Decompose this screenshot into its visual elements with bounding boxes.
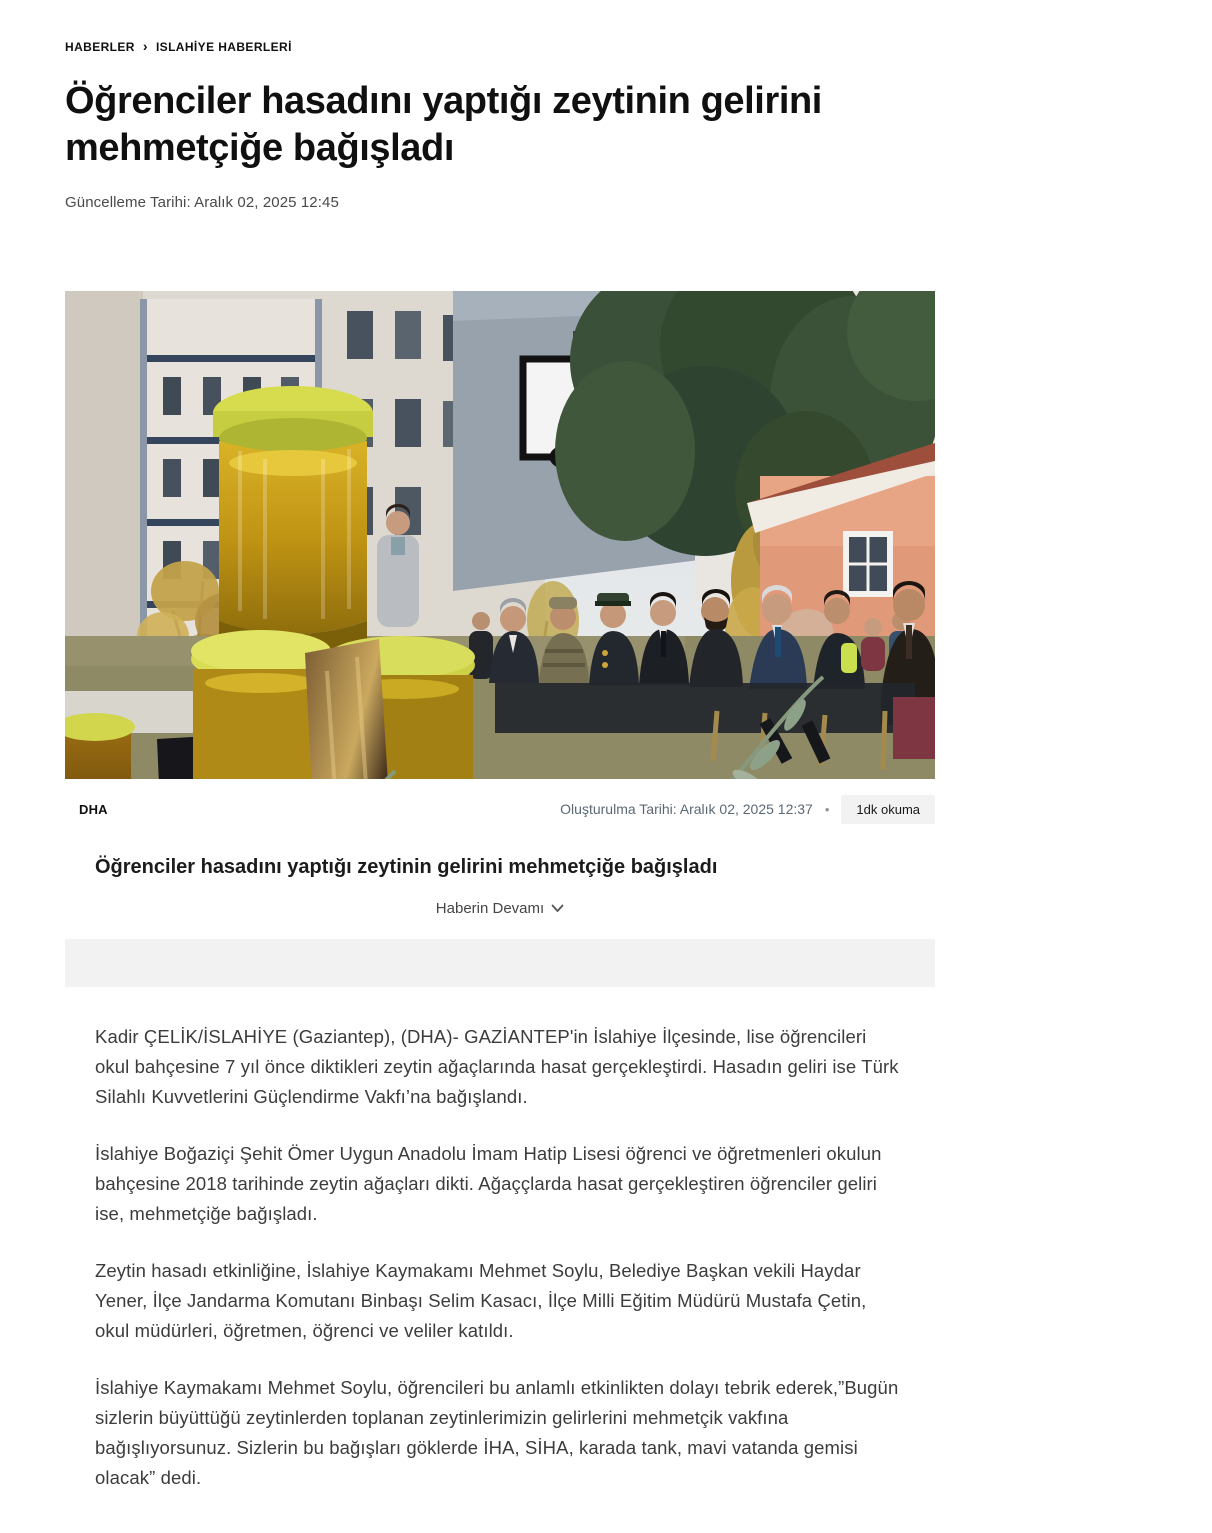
breadcrumb [65,0,935,54]
breadcrumb-link-islahiye[interactable]: ISLAHİYE HABERLERİ [155,40,292,54]
article-image [65,291,935,779]
updated-date: Güncelleme Tarihi: Aralık 02, 2025 12:45 [65,194,339,211]
photo-caption-row [65,794,935,824]
article-body [65,1022,935,1533]
page-title: Öğrenciler hasadını yaptığı zeytinin gelirini mehmetçiğe bağışladı [65,80,822,169]
read-time-badge: 1dk okuma [841,795,935,824]
paragraph: İslahiye Boğaziçi Şehit Ömer Uygun Anadolu İmam Hatip Lisesi öğrenci ve öğretmenleri okulun bahçesine 2018 tarihinde zeytin ağaçları dikti. Ağaççlarda hasat gerçekleştiren öğrenciler geliri ise, mehmetçiğe bağışladı. [95,1143,882,1224]
expand-label: Haberin Devamı [435,900,545,917]
chevron-down-icon [551,904,564,913]
article-subtitle: Öğrenciler hasadını yaptığı zeytinin gelirini mehmetçiğe bağışladı [95,856,718,878]
caption-meta [560,795,935,824]
photo-illustration [65,291,935,779]
dot-separator: • [824,801,830,817]
source-label: DHA [79,801,108,817]
ad-placeholder [65,939,935,987]
article-column [65,0,935,1533]
chevron-right-icon: › [142,38,148,54]
paragraph: Zeytin hasadı etkinliğine, İslahiye Kaymakamı Mehmet Soylu, Belediye Başkan vekili Haydar Yener, İlçe Jandarma Komutanı Binbaşı Selim Kasacı, İlçe Milli Eğitim Müdürü Mustafa Çetin, okul müdürleri, öğretmen, öğrenci ve veliler katıldı. [95,1260,867,1341]
paragraph: İslahiye Kaymakamı Mehmet Soylu, öğrencileri bu anlamlı etkinlikten dolayı tebrik ederek,”Bugün sizlerin büyüttüğü zeytinlerden toplanan zeytinlerimizin gelirlerini mehmetçik vakfına bağışlıyorsunuz. Sizlerin bu bağışları göklerde İHA, SİHA, karada tank, mavi vatanda gemisi olacak” dedi. [95,1377,899,1488]
expand-article-button[interactable] [65,900,935,917]
created-date: Oluşturulma Tarihi: Aralık 02, 2025 12:37 [560,801,813,817]
breadcrumb-link-haberler[interactable]: HABERLER [65,40,135,54]
paragraph: Kadir ÇELİK/İSLAHİYE (Gaziantep), (DHA)- GAZİANTEP'in İslahiye İlçesinde, lise öğrencileri okul bahçesine 7 yıl önce diktikleri zeytin ağaçlarında hasat gerçekleştirdi. Hasadın geliri ise Türk Silahlı Kuvvetlerini Güçlendirme Vakfı’na bağışlandı. [95,1026,899,1107]
